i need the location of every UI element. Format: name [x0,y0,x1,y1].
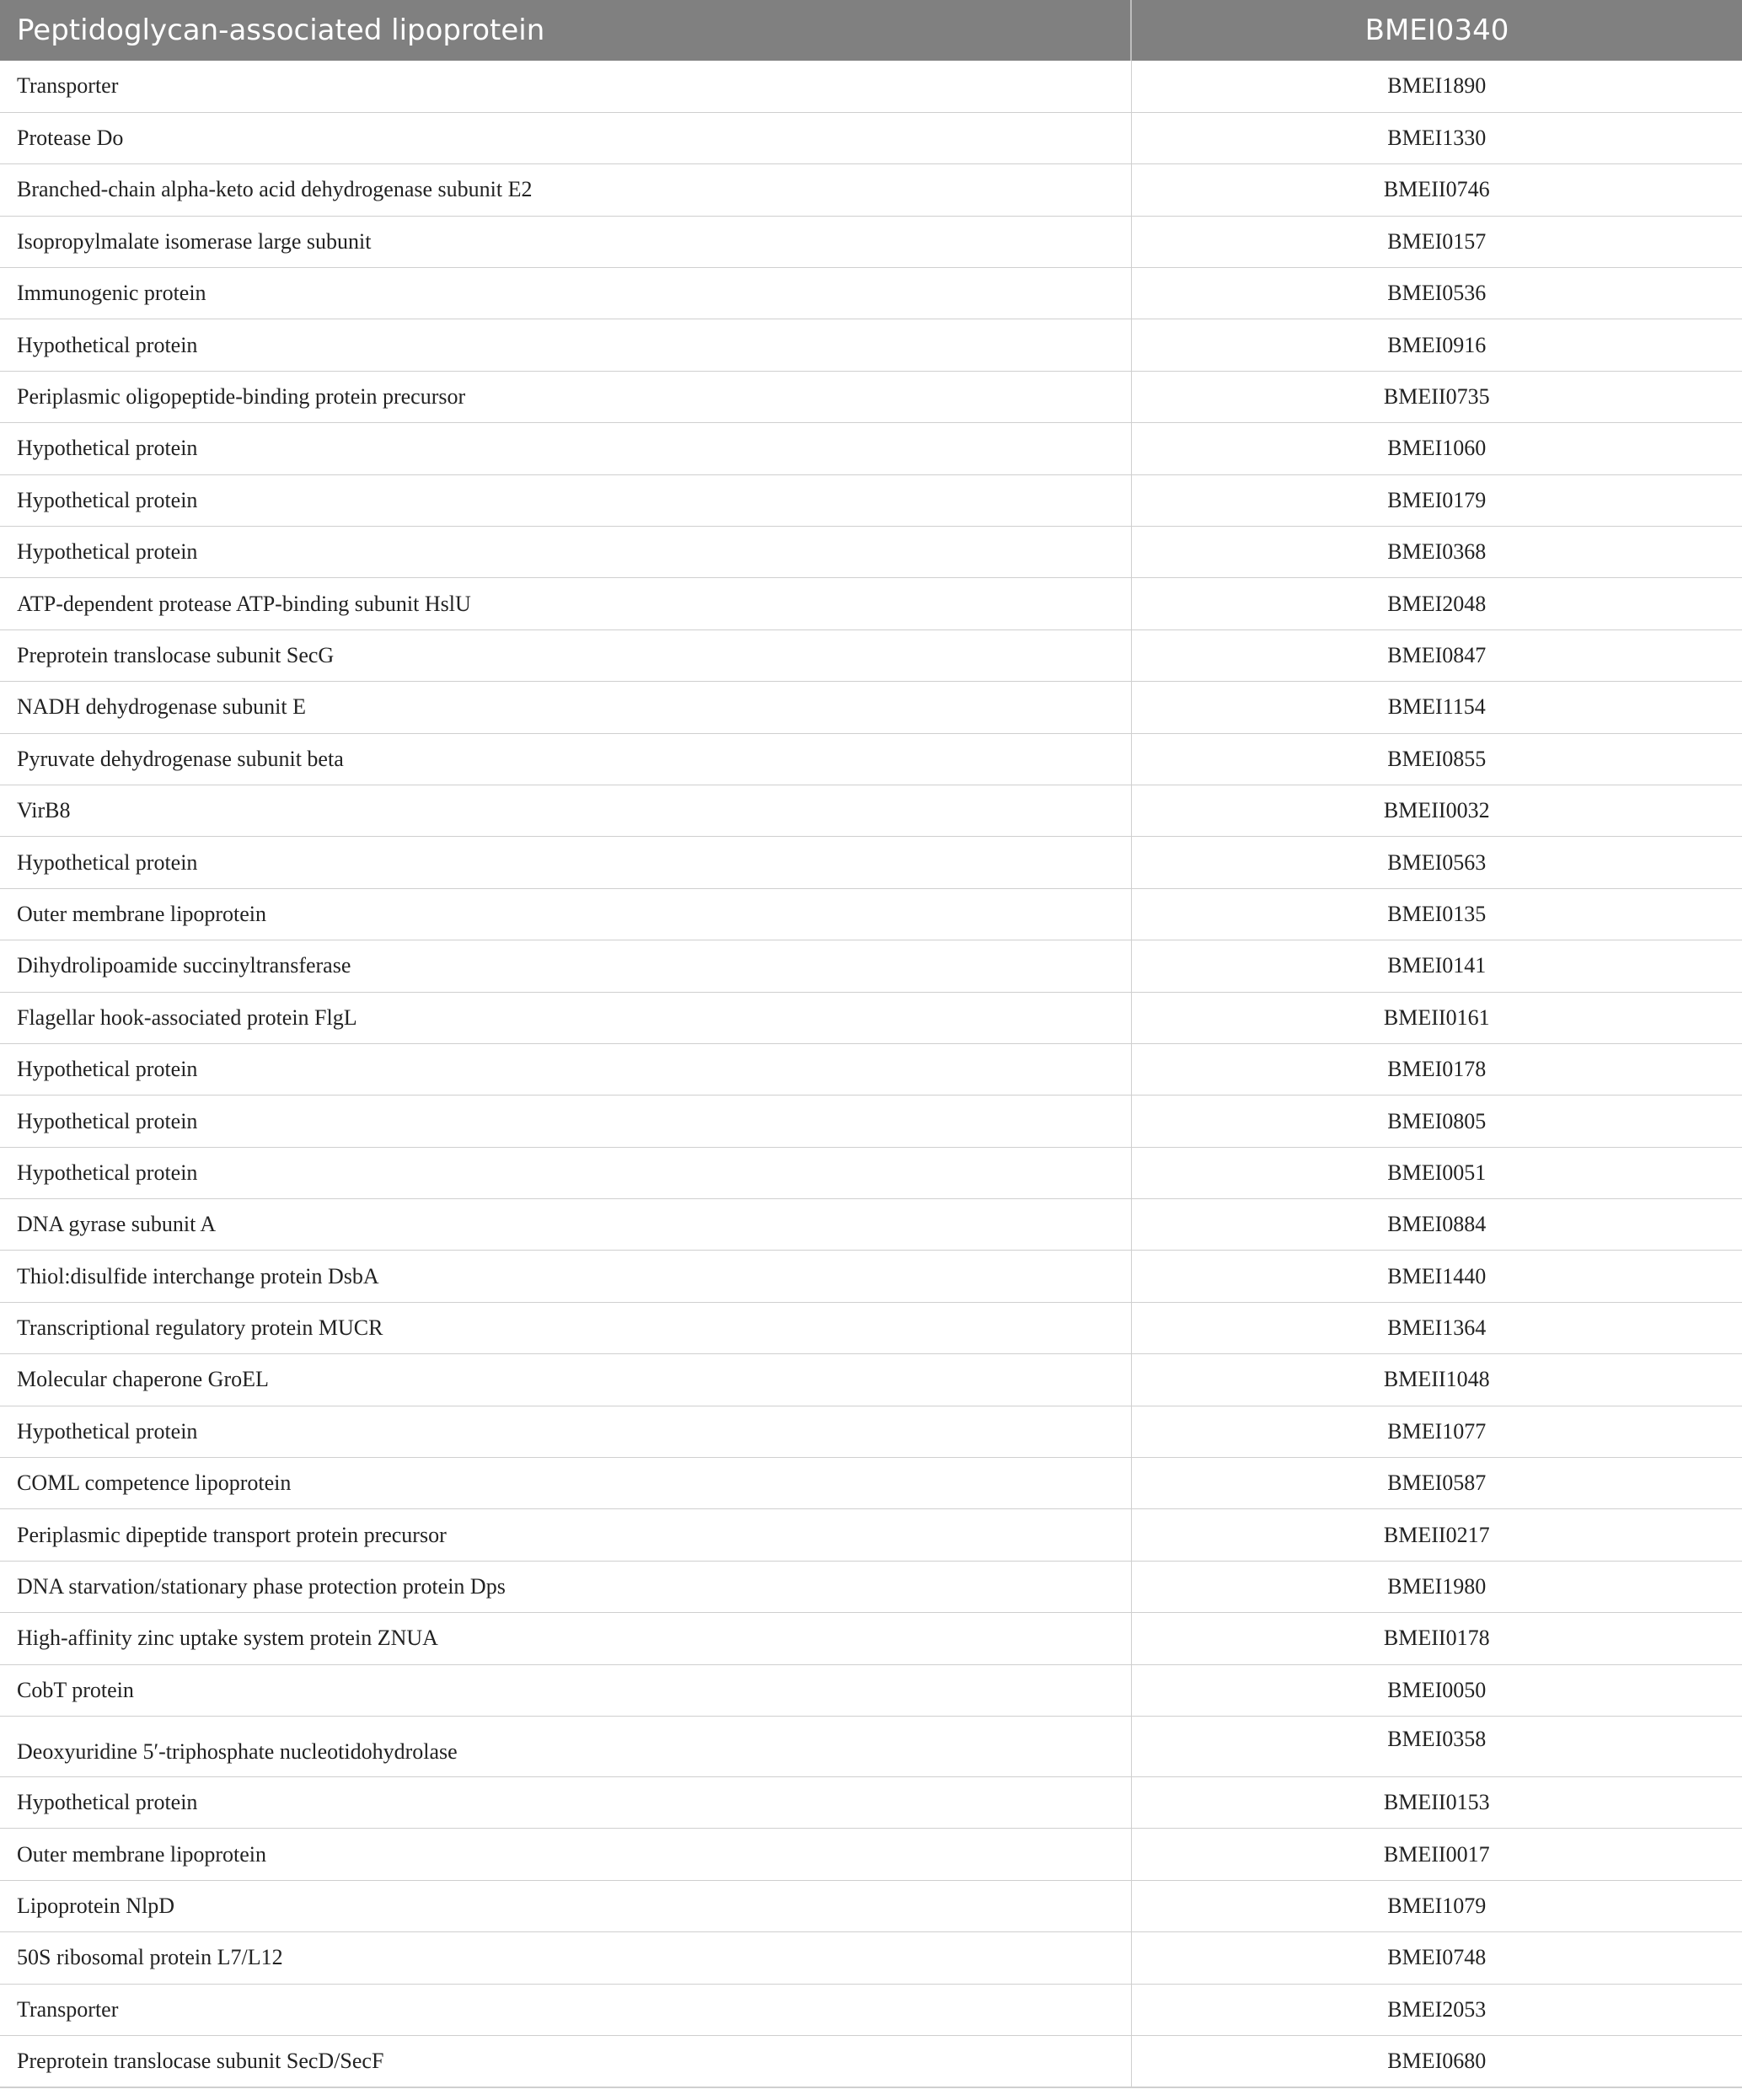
protein-name-cell: DNA starvation/stationary phase protection protein Dps [0,1561,1131,1612]
locus-id-cell: BMEI0847 [1131,629,1742,681]
table-row [0,112,1742,163]
protein-name-cell: Hypothetical protein [0,837,1131,888]
locus-id-cell: BMEII0735 [1131,371,1742,422]
locus-id-cell: BMEI0157 [1131,216,1742,267]
protein-name-cell: Hypothetical protein [0,474,1131,526]
table-row [0,1613,1742,1664]
locus-id-cell: BMEI0587 [1131,1458,1742,1509]
table-row [0,1043,1742,1095]
locus-id-cell: BMEI1330 [1131,112,1742,163]
protein-name-cell: Hypothetical protein [0,1147,1131,1198]
protein-name-cell: Immunogenic protein [0,268,1131,319]
table-row [0,164,1742,216]
protein-name-cell: VirB8 [0,785,1131,836]
table-row [0,837,1742,888]
table-row [0,268,1742,319]
protein-name-cell: Isopropylmalate isomerase large subunit [0,216,1131,267]
table-row [0,1096,1742,1147]
table-row [0,785,1742,836]
locus-id-cell: BMEI0358 [1131,1717,1742,1777]
table-row [0,682,1742,733]
locus-id-cell: BMEII0032 [1131,785,1742,836]
locus-id-cell: BMEI1154 [1131,682,1742,733]
table-row [0,1147,1742,1198]
protein-name-cell: High-affinity zinc uptake system protein ZNUA [0,1613,1131,1664]
locus-id-cell: BMEI1364 [1131,1302,1742,1353]
locus-id-cell: BMEI0050 [1131,1664,1742,1716]
table-row [0,940,1742,992]
table-row [0,992,1742,1043]
protein-name-cell: Thiol:disulfide interchange protein DsbA [0,1251,1131,1302]
protein-name-cell: Molecular chaperone GroEL [0,1354,1131,1406]
locus-id-cell: BMEII0161 [1131,992,1742,1043]
protein-name-cell: Dihydrolipoamide succinyltransferase [0,940,1131,992]
locus-id-cell: BMEI0916 [1131,319,1742,371]
locus-id-cell: BMEI1980 [1131,1561,1742,1612]
table-row [0,1984,1742,2035]
protein-name-cell: Flagellar hook-associated protein FlgL [0,992,1131,1043]
table-row [0,1406,1742,1457]
table-row [0,1509,1742,1561]
table-row [0,1717,1742,1777]
table-row [0,423,1742,474]
table-row [0,629,1742,681]
table-row [0,1664,1742,1716]
table-row [0,319,1742,371]
locus-id-cell: BMEI0178 [1131,1043,1742,1095]
table-body [0,61,1742,2087]
table-row [0,578,1742,629]
locus-id-cell: BMEI1077 [1131,1406,1742,1457]
locus-id-cell: BMEI2048 [1131,578,1742,629]
protein-name-cell: COML competence lipoprotein [0,1458,1131,1509]
protein-name-cell: Protease Do [0,112,1131,163]
locus-id-cell: BMEII0178 [1131,1613,1742,1664]
locus-id-cell: BMEI0135 [1131,888,1742,940]
protein-name-cell: DNA gyrase subunit A [0,1199,1131,1251]
protein-name-cell: Hypothetical protein [0,423,1131,474]
protein-name-cell: Branched-chain alpha-keto acid dehydrogenase subunit E2 [0,164,1131,216]
table-row [0,1199,1742,1251]
table-row [0,216,1742,267]
locus-id-cell: BMEI0805 [1131,1096,1742,1147]
locus-id-cell: BMEII0017 [1131,1829,1742,1880]
locus-id-cell: BMEI0748 [1131,1932,1742,1984]
locus-id-cell: BMEI1890 [1131,61,1742,112]
table-row [0,1829,1742,1880]
protein-name-cell: Hypothetical protein [0,319,1131,371]
table-row [0,527,1742,578]
protein-name-cell: Lipoprotein NlpD [0,1880,1131,1931]
table-header [0,0,1742,61]
table-row [0,1880,1742,1931]
table-row [0,1561,1742,1612]
locus-id-cell: BMEI0536 [1131,268,1742,319]
locus-id-cell: BMEI0368 [1131,527,1742,578]
protein-name-cell: Outer membrane lipoprotein [0,888,1131,940]
table-row [0,733,1742,785]
table-row [0,61,1742,112]
locus-id-cell: BMEI0855 [1131,733,1742,785]
locus-id-cell: BMEI1440 [1131,1251,1742,1302]
locus-id-cell: BMEI2053 [1131,1984,1742,2035]
locus-id-cell: BMEI0884 [1131,1199,1742,1251]
protein-name-cell: NADH dehydrogenase subunit E [0,682,1131,733]
locus-id-cell: BMEII0746 [1131,164,1742,216]
protein-name-cell: Transcriptional regulatory protein MUCR [0,1302,1131,1353]
table-row [0,1302,1742,1353]
protein-name-cell: Transporter [0,1984,1131,2035]
protein-name-cell: Pyruvate dehydrogenase subunit beta [0,733,1131,785]
table-row [0,1354,1742,1406]
protein-name-cell: 50S ribosomal protein L7/L12 [0,1932,1131,1984]
table-row [0,1777,1742,1829]
header-protein-name: Peptidoglycan-associated lipoprotein [0,0,1131,61]
locus-id-cell: BMEI0563 [1131,837,1742,888]
locus-id-cell: BMEI1079 [1131,1880,1742,1931]
table-row [0,371,1742,422]
locus-id-cell: BMEI0680 [1131,2035,1742,2087]
protein-name-cell: Outer membrane lipoprotein [0,1829,1131,1880]
protein-name-cell: Hypothetical protein [0,527,1131,578]
protein-name-cell: Hypothetical protein [0,1043,1131,1095]
protein-name-cell: Deoxyuridine 5′-triphosphate nucleotidohydrolase [0,1717,1131,1777]
header-row [0,0,1742,61]
locus-id-cell: BMEII0153 [1131,1777,1742,1829]
protein-name-cell: Preprotein translocase subunit SecG [0,629,1131,681]
table-row [0,1251,1742,1302]
locus-id-cell: BMEI0179 [1131,474,1742,526]
locus-id-cell: BMEI0051 [1131,1147,1742,1198]
table-row [0,474,1742,526]
protein-name-cell: Periplasmic dipeptide transport protein precursor [0,1509,1131,1561]
header-locus-id: BMEI0340 [1364,13,1509,47]
table-row [0,1458,1742,1509]
table-row [0,1932,1742,1984]
locus-id-cell: BMEI0141 [1131,940,1742,992]
protein-name-cell: Hypothetical protein [0,1777,1131,1829]
protein-name-cell: Transporter [0,61,1131,112]
protein-name-cell: ATP-dependent protease ATP-binding subunit HslU [0,578,1131,629]
protein-name-cell: CobT protein [0,1664,1131,1716]
locus-id-cell: BMEII1048 [1131,1354,1742,1406]
protein-name-cell: Periplasmic oligopeptide-binding protein precursor [0,371,1131,422]
protein-name-cell: Preprotein translocase subunit SecD/SecF [0,2035,1131,2087]
protein-name-cell: Hypothetical protein [0,1096,1131,1147]
protein-name-cell: Hypothetical protein [0,1406,1131,1457]
locus-id-cell: BMEI1060 [1131,423,1742,474]
locus-id-cell: BMEII0217 [1131,1509,1742,1561]
table-row [0,888,1742,940]
table-row [0,2035,1742,2087]
